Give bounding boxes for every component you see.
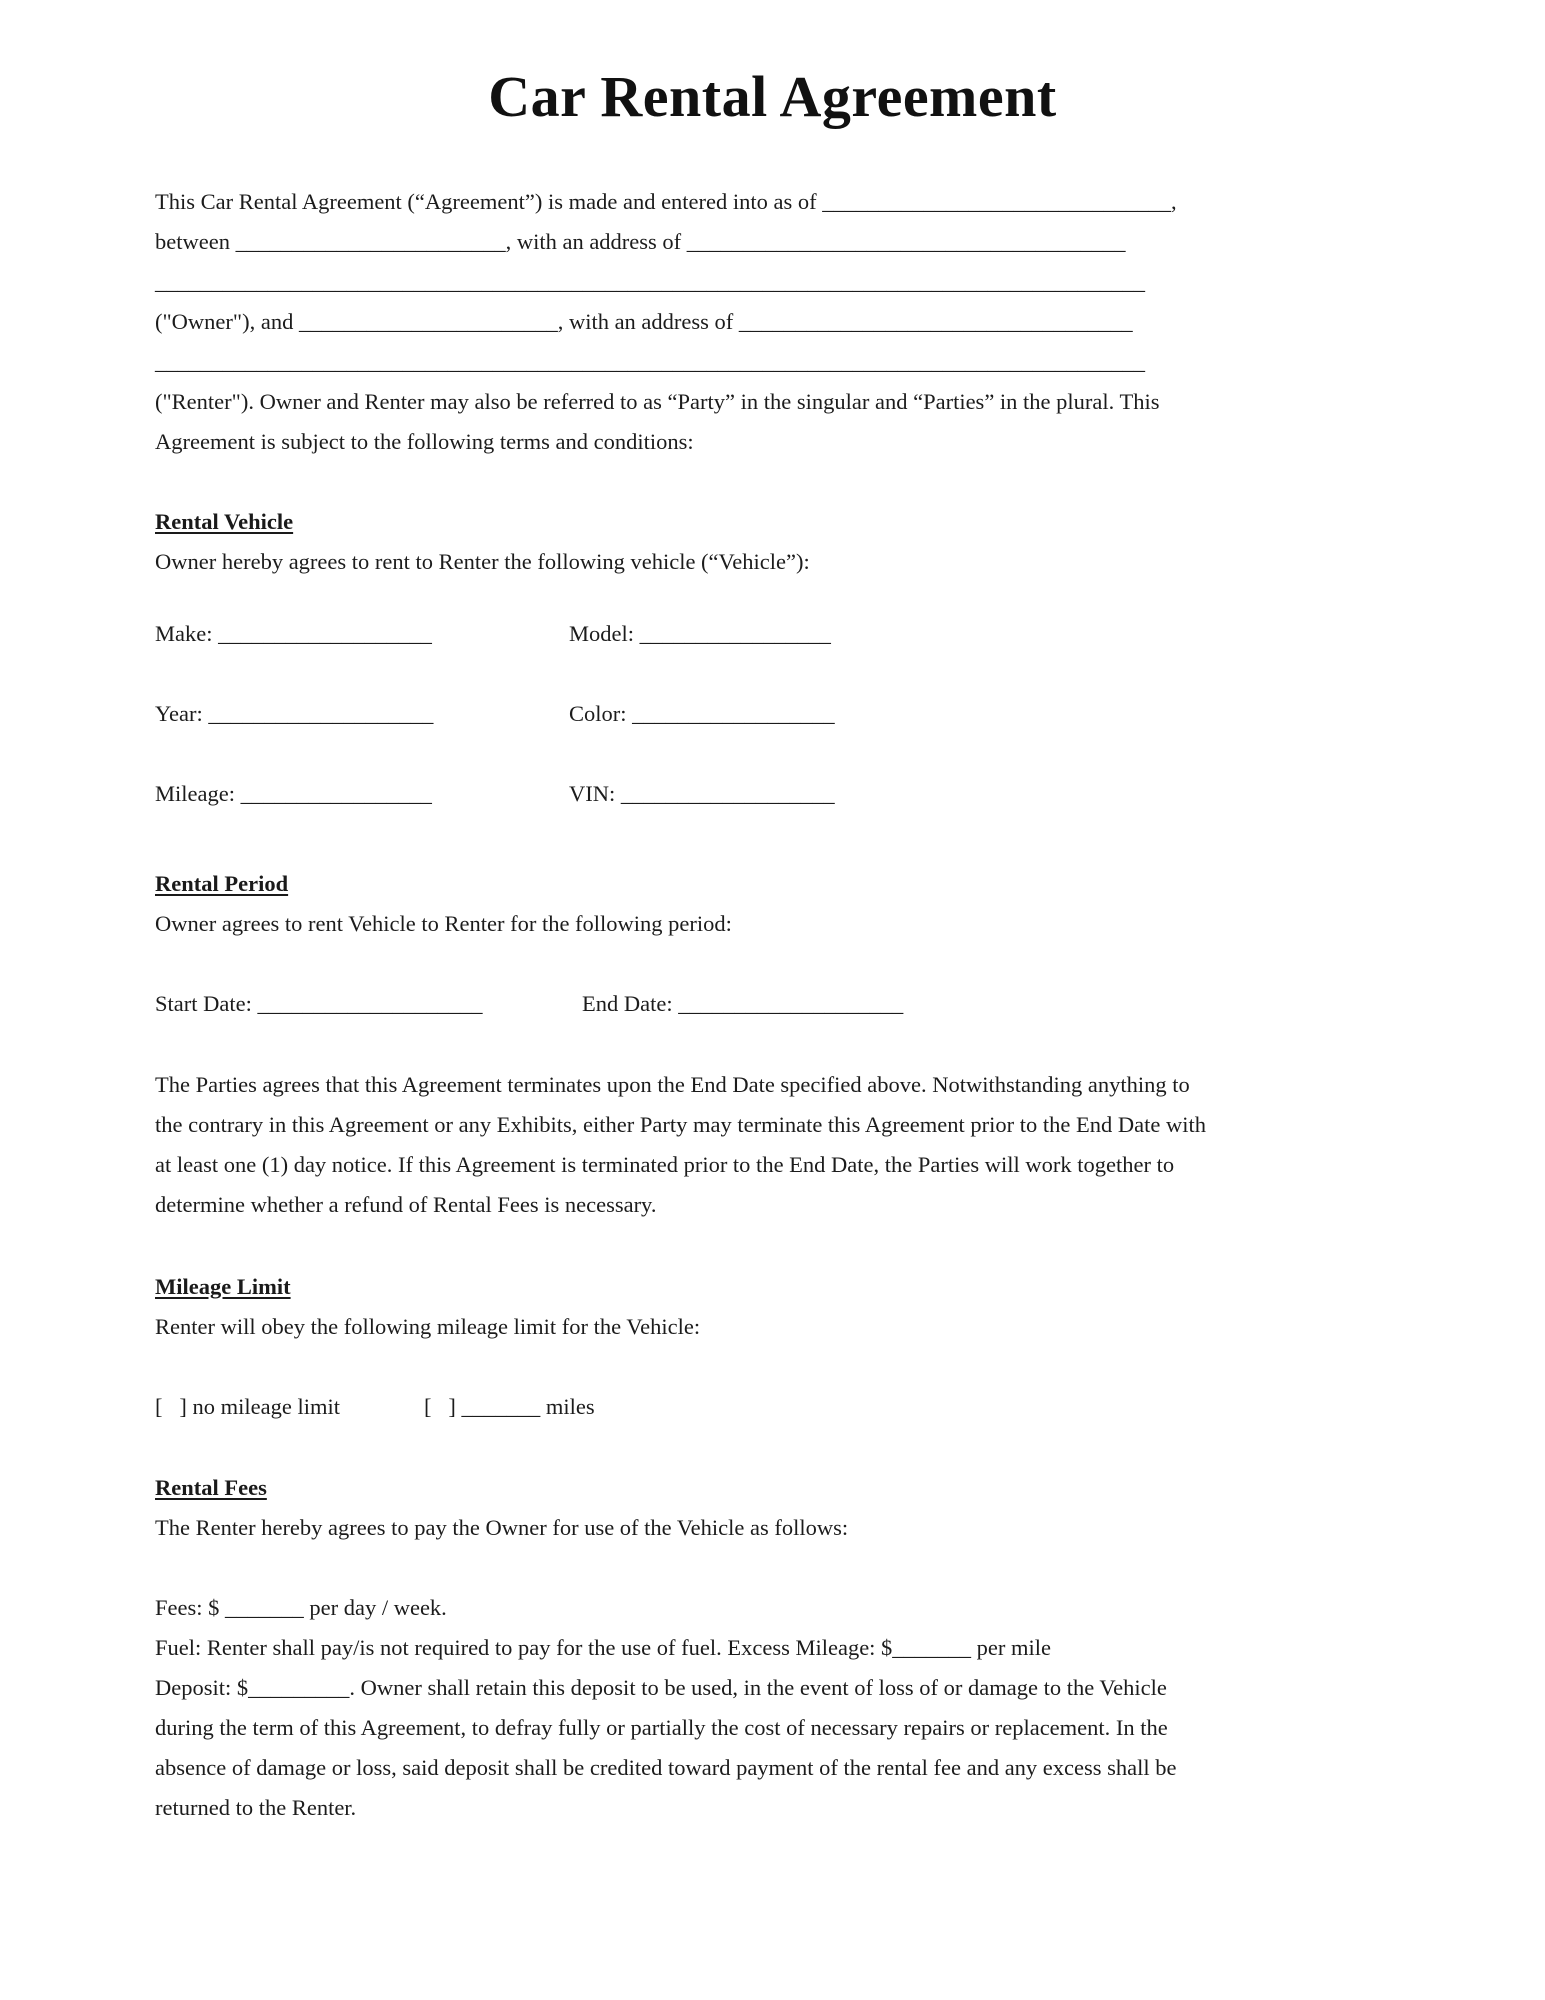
rental-vehicle-text: Owner hereby agrees to rent to Renter the following vehicle (“Vehicle”): (155, 549, 810, 574)
intro-line-1: This Car Rental Agreement (“Agreement”) is made and entered into as of _______________________________, (155, 189, 1177, 214)
deposit-line-4: returned to the Renter. (155, 1795, 357, 1820)
color-field: Color: __________________ (569, 701, 835, 726)
termination-line-2: the contrary in this Agreement or any Exhibits, either Party may terminate this Agreement prior to the End Date with (155, 1112, 1206, 1137)
rental-period-text: Owner agrees to rent Vehicle to Renter for the following period: (155, 911, 732, 936)
document-title: Car Rental Agreement (488, 64, 1057, 129)
intro-line-2: between ________________________, with an address of _______________________________________ (155, 229, 1126, 254)
intro-line-7: Agreement is subject to the following terms and conditions: (155, 429, 694, 454)
rental-fees-heading: Rental Fees (155, 1475, 267, 1500)
rental-fees-text: The Renter hereby agrees to pay the Owner for use of the Vehicle as follows: (155, 1515, 849, 1540)
miles-limit-option: [ ] _______ miles (424, 1394, 595, 1419)
intro-line-5: ________________________________________________________________________________________ (155, 349, 1145, 374)
start-date-field: Start Date: ____________________ (155, 991, 483, 1016)
termination-line-3: at least one (1) day notice. If this Agreement is terminated prior to the End Date, the Parties will work together to (155, 1152, 1175, 1177)
termination-line-1: The Parties agrees that this Agreement terminates upon the End Date specified above. Notwithstanding anything to (155, 1072, 1190, 1097)
fuel-line: Fuel: Renter shall pay/is not required to pay for the use of fuel. Excess Mileage: $_______ per mile (155, 1635, 1052, 1660)
vin-field: VIN: ___________________ (569, 781, 835, 806)
model-field: Model: _________________ (569, 621, 831, 646)
end-date-field: End Date: ____________________ (582, 991, 904, 1016)
deposit-line-2: during the term of this Agreement, to defray fully or partially the cost of necessary repairs or replacement. In the (155, 1715, 1168, 1740)
intro-line-6: ("Renter"). Owner and Renter may also be referred to as “Party” in the singular and “Parties” in the plural. This (155, 389, 1160, 414)
mileage-limit-heading: Mileage Limit (155, 1274, 291, 1299)
intro-line-4: ("Owner"), and _______________________, with an address of ___________________________________ (155, 309, 1133, 334)
deposit-line-1: Deposit: $_________. Owner shall retain this deposit to be used, in the event of loss of or damage to the Vehicle (155, 1675, 1167, 1700)
make-field: Make: ___________________ (155, 621, 432, 646)
year-field: Year: ____________________ (155, 701, 434, 726)
mileage-limit-text: Renter will obey the following mileage limit for the Vehicle: (155, 1314, 701, 1339)
deposit-line-3: absence of damage or loss, said deposit shall be credited toward payment of the rental fee and any excess shall be (155, 1755, 1177, 1780)
intro-line-3: ________________________________________________________________________________________ (155, 269, 1145, 294)
mileage-field: Mileage: _________________ (155, 781, 432, 806)
no-mileage-limit-option: [ ] no mileage limit (155, 1394, 340, 1419)
rental-period-heading: Rental Period (155, 871, 289, 896)
termination-line-4: determine whether a refund of Rental Fees is necessary. (155, 1192, 657, 1217)
fees-line: Fees: $ _______ per day / week. (155, 1595, 447, 1620)
rental-vehicle-heading: Rental Vehicle (155, 509, 294, 534)
